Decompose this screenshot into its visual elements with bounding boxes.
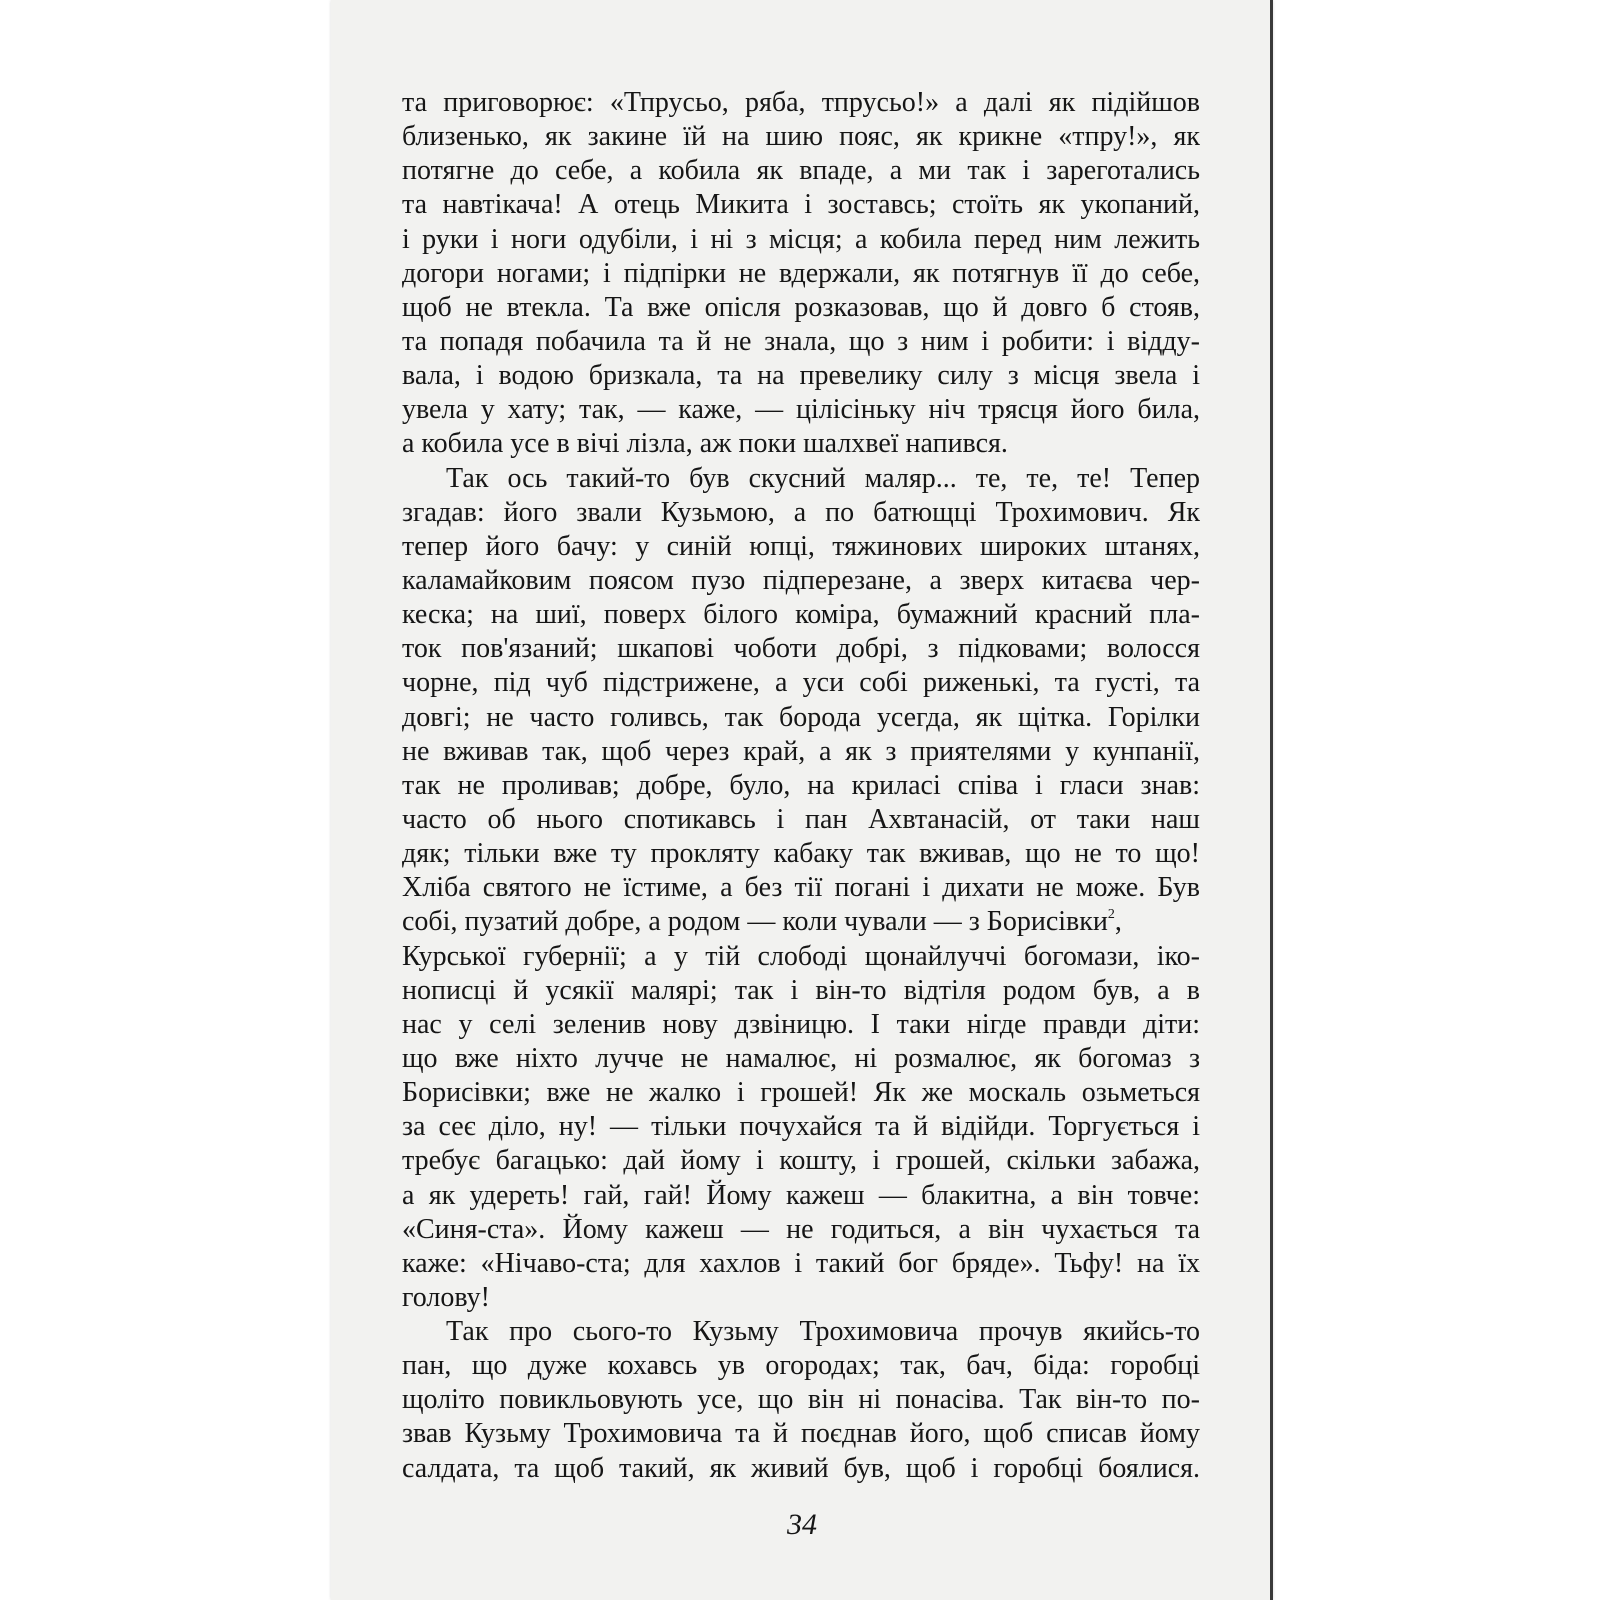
text-line: ток пов'язаний; шкапові чоботи добрі, з підковами; волосся [402, 633, 1200, 665]
text-line: нописці й усякії малярі; так і він-то відтіля родом був, а в [402, 974, 1200, 1006]
text-line: Курської губернії; а у тій слободі щонайлуччі богомази, іко- [402, 940, 1200, 972]
text-line: а кобила усе в вічі лізла, аж поки шалхвеї напився. [402, 428, 1008, 460]
text-line: требує багацько: дай йому і кошту, і грошей, скільки забажа, [402, 1145, 1200, 1177]
text-line: чорне, під чуб підстрижене, а уси собі риженькі, та густі, та [402, 667, 1200, 699]
text-line: не вживав так, щоб через край, а як з приятелями у кунпанії, [402, 735, 1200, 767]
page-edge-shadow [1270, 0, 1273, 1600]
text-line: що вже ніхто лучче не намалює, ні розмалює, як богомаз з [402, 1042, 1200, 1074]
text-line: салдата, та щоб такий, як живий був, щоб і горобці боялися. [402, 1452, 1200, 1484]
text-line: нас у селі зеленив нову дзвіницю. І таки нігде правди діти: [402, 1008, 1200, 1040]
text-line: Борисівки; вже не жалко і грошей! Як же москаль озьметься [402, 1077, 1200, 1109]
text-line: вала, і водою бризкала, та на превелику силу з місця звела і [402, 360, 1200, 392]
text-line: Так ось такий-то був скусний маляр... те, те, те! Тепер [446, 462, 1200, 494]
text-line: голову! [402, 1281, 490, 1313]
text-line: звав Кузьму Трохимовича та й поєднав його, щоб списав йому [402, 1418, 1200, 1450]
body-text [402, 86, 1200, 1486]
page-number: 34 [787, 1508, 817, 1541]
text-line: потягне до себе, а кобила як впаде, а ми так і зареготались [402, 155, 1200, 187]
text-line: за сеє діло, ну! — тільки почухайся та й відійди. Торгується і [402, 1111, 1200, 1143]
text-line: Так про сього-то Кузьму Трохимовича прочув якийсь-то [446, 1316, 1200, 1348]
text-line: а як удереть! гай, гай! Йому кажеш — блакитна, а він товче: [402, 1179, 1200, 1211]
text-line: та попадя побачила та й не знала, що з ним і робити: і відду- [402, 325, 1200, 357]
text-line: каже: «Нічаво-ста; для хахлов і такий бог бряде». Тьфу! на їх [402, 1247, 1200, 1279]
text-line: часто об нього спотикавсь і пан Ахвтанасій, от таки наш [402, 803, 1200, 835]
text-line: каламайковим поясом пузо підперезане, а зверх китаєва чер- [402, 564, 1200, 596]
text-line: та навтікача! А отець Микита і зоставсь; стоїть як укопаний, [402, 189, 1200, 221]
text-line: дяк; тільки вже ту прокляту кабаку так вживав, що не то що! [402, 838, 1200, 870]
text-line: пан, що дуже кохавсь ув огородах; так, бач, біда: горобці [402, 1350, 1200, 1382]
footnote-mark[interactable]: 2 [1107, 907, 1115, 923]
text-line: увела у хату; так, — каже, — цілісіньку ніч трясця його била, [402, 394, 1200, 426]
text-line: тепер його бачу: у синій юпці, тяжинових широких штанях, [402, 530, 1200, 562]
text-line: кеска; на шиї, поверх білого коміра, бумажний красний пла- [402, 599, 1200, 631]
text-line: догори ногами; і підпірки не вдержали, як потягнув її до себе, [402, 257, 1200, 289]
text-line: і руки і ноги одубіли, і ні з місця; а кобила перед ним лежить [402, 223, 1200, 255]
text-line: «Синя-ста». Йому кажеш — не годиться, а він чухається та [402, 1213, 1200, 1245]
text-line: та приговорює: «Тпрусьо, ряба, тпрусьо!» а далі як підійшов [402, 87, 1200, 118]
text-line-part: собі, пузатий добре, а родом — коли чували — з Борисівки [402, 906, 1108, 938]
text-line: щоліто повикльовують усе, що він ні понасіва. Так він-то по- [402, 1384, 1200, 1416]
text-line: щоб не втекла. Та вже опісля розказовав, що й довго б стояв, [402, 291, 1200, 323]
text-line: довгі; не часто голивсь, так борода усегда, як щітка. Горілки [402, 701, 1200, 733]
text-line: Хліба святого не їстиме, а без тії погані і дихати не може. Був [402, 872, 1200, 904]
text-line: близенько, як закине їй на шию пояс, як крикне «тпру!», як [402, 121, 1200, 153]
text-line: так не проливав; добре, було, на криласі співа і гласи знав: [402, 769, 1200, 801]
text-line: згадав: його звали Кузьмою, а по батющці Трохимович. Як [402, 496, 1200, 528]
text-line-with-footnote [402, 905, 1200, 939]
footnote-mark-suffix: , [1114, 906, 1122, 938]
book-page [331, 0, 1273, 1600]
